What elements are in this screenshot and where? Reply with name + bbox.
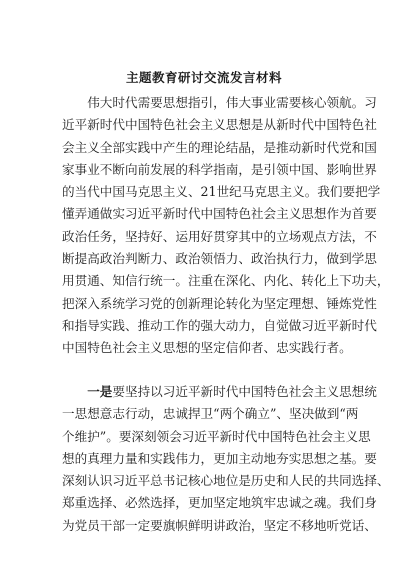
paragraph-line: 的当代中国马克思主义、21世纪马克思主义。我们要把学 (62, 184, 381, 200)
paragraph-2 (62, 381, 390, 537)
paragraph-line: 中国特色社会主义思想的坚定信仰者、忠实践行者。 (62, 340, 352, 356)
paragraph-line: 家事业不断向前发展的科学指南，是引领中国、影响世界 (62, 161, 377, 177)
paragraph-line (62, 381, 377, 403)
paragraph-line-rest: 要坚持以习近平新时代中国特色社会主义思想统 (112, 384, 377, 399)
paragraph-1 (62, 92, 390, 360)
paragraph-line: 政治任务，坚持好、运用好贯穿其中的立场观点方法，不 (62, 228, 377, 244)
paragraph-line: 断提高政治判断力、政治领悟力、政治执行力，做到学思 (62, 251, 377, 267)
paragraph-line: 想的真理力量和实践伟力，更加主动地夯实思想之基。要 (62, 450, 377, 466)
paragraph-line: 把深入系统学习党的创新理论转化为坚定理想、锤炼党性 (62, 295, 377, 311)
paragraph-line: 近平新时代中国特色社会主义思想是从新时代中国特色社 (62, 117, 377, 133)
paragraph-line: 郑重选择、必然选择，更加坚定地筑牢忠诚之魂。我们身 (62, 495, 377, 511)
paragraph-line: 伟大时代需要思想指引，伟大事业需要核心领航。习 (62, 95, 377, 110)
paragraph-lead: 一是 (87, 384, 113, 399)
document-title: 主题教育研讨交流发言材料 (125, 70, 282, 85)
paragraph-line: 懂弄通做实习近平新时代中国特色社会主义思想作为首要 (62, 206, 377, 222)
paragraph-line: 个维护”。要深刻领会习近平新时代中国特色社会主义思 (62, 428, 371, 444)
paragraph-line: 为党员干部一定要旗帜鲜明讲政治，坚定不移地听党话、 (62, 517, 377, 533)
paragraph-line: 深刻认识习近平总书记核心地位是历史和人民的共同选择、 (62, 473, 390, 489)
paragraph-line: 会主义全部实践中产生的理论结晶，是推动新时代党和国 (62, 139, 377, 155)
paragraph-line: 和指导实践、推动工作的强大动力，自觉做习近平新时代 (62, 317, 377, 333)
paragraph-line: 用贯通、知信行统一。注重在深化、内化、转化上下功夫， (62, 273, 390, 289)
paragraph-line: 一思想意志行动，忠诚捍卫“两个确立”、坚决做到“两 (62, 406, 359, 422)
